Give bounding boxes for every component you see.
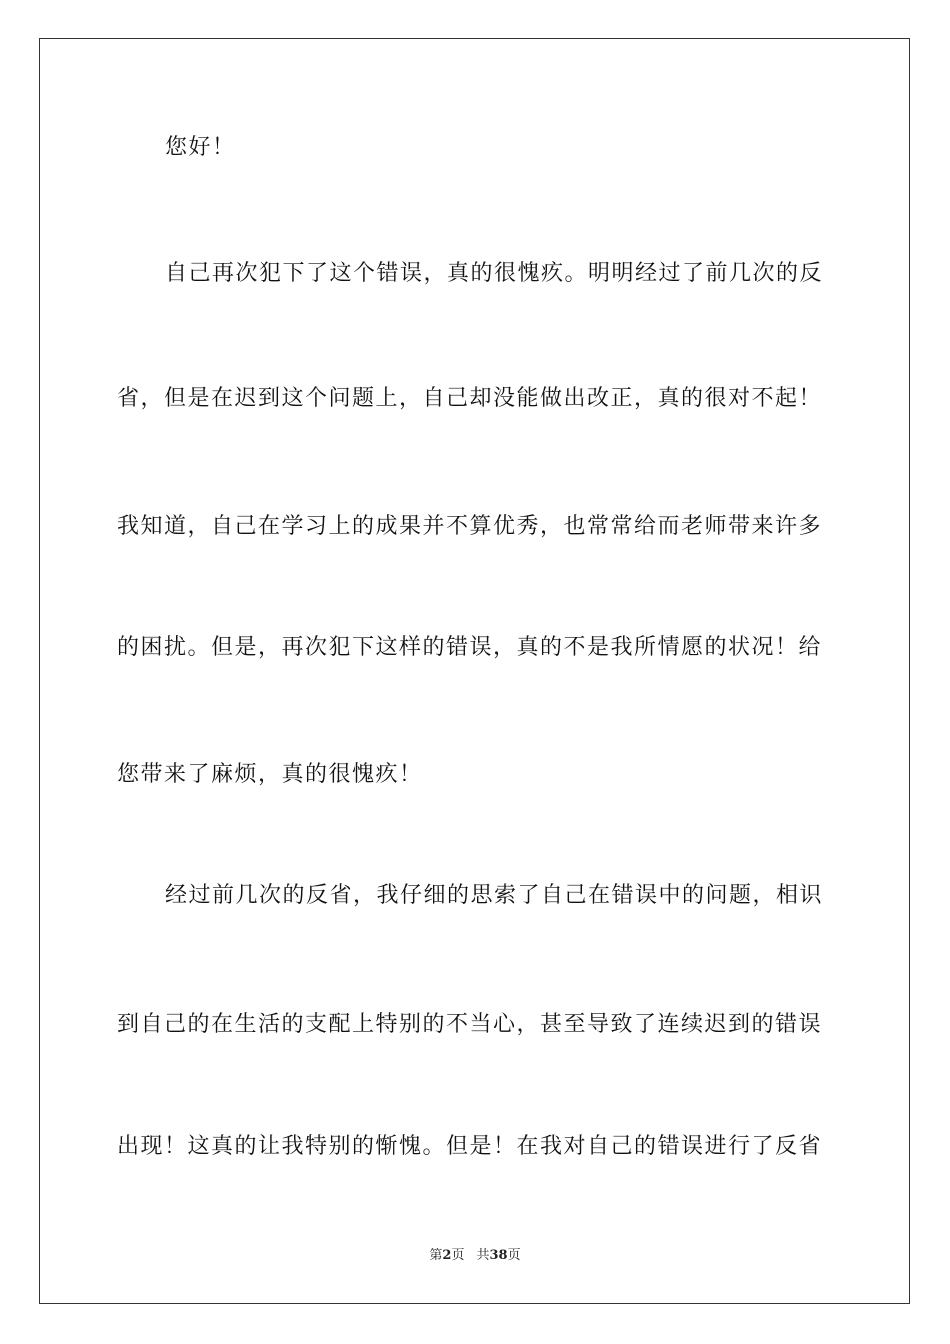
body-line: 您带来了麻烦，真的很愧疚！ [117, 762, 423, 787]
total-suffix: 页 [507, 1248, 521, 1263]
body-line: 到自己的在生活的支配上特别的不当心，甚至导致了连续迟到的错误 [117, 1012, 823, 1037]
page-frame [39, 38, 910, 1304]
greeting-line: 您好！ [165, 135, 236, 160]
body-line: 经过前几次的反省，我仔细的思索了自己在错误中的问题，相识 [165, 883, 824, 908]
page-footer [0, 1246, 950, 1266]
body-line: 省，但是在迟到这个问题上，自己却没能做出改正，真的很对不起！ [117, 386, 823, 411]
body-line: 自己再次犯下了这个错误，真的很愧疚。明明经过了前几次的反 [165, 261, 824, 286]
body-line: 我知道，自己在学习上的成果并不算优秀，也常常给而老师带来许多 [117, 514, 823, 539]
page-prefix: 第 [429, 1248, 443, 1263]
body-line: 出现！这真的让我特别的惭愧。但是！在我对自己的错误进行了反省 [117, 1134, 823, 1159]
page-number: 2 [442, 1248, 452, 1263]
body-line: 的困扰。但是，再次犯下这样的错误，真的不是我所情愿的状况！给 [117, 635, 823, 660]
total-pages: 38 [489, 1248, 508, 1263]
page-suffix: 页 [451, 1248, 465, 1263]
total-prefix: 共 [476, 1248, 490, 1263]
